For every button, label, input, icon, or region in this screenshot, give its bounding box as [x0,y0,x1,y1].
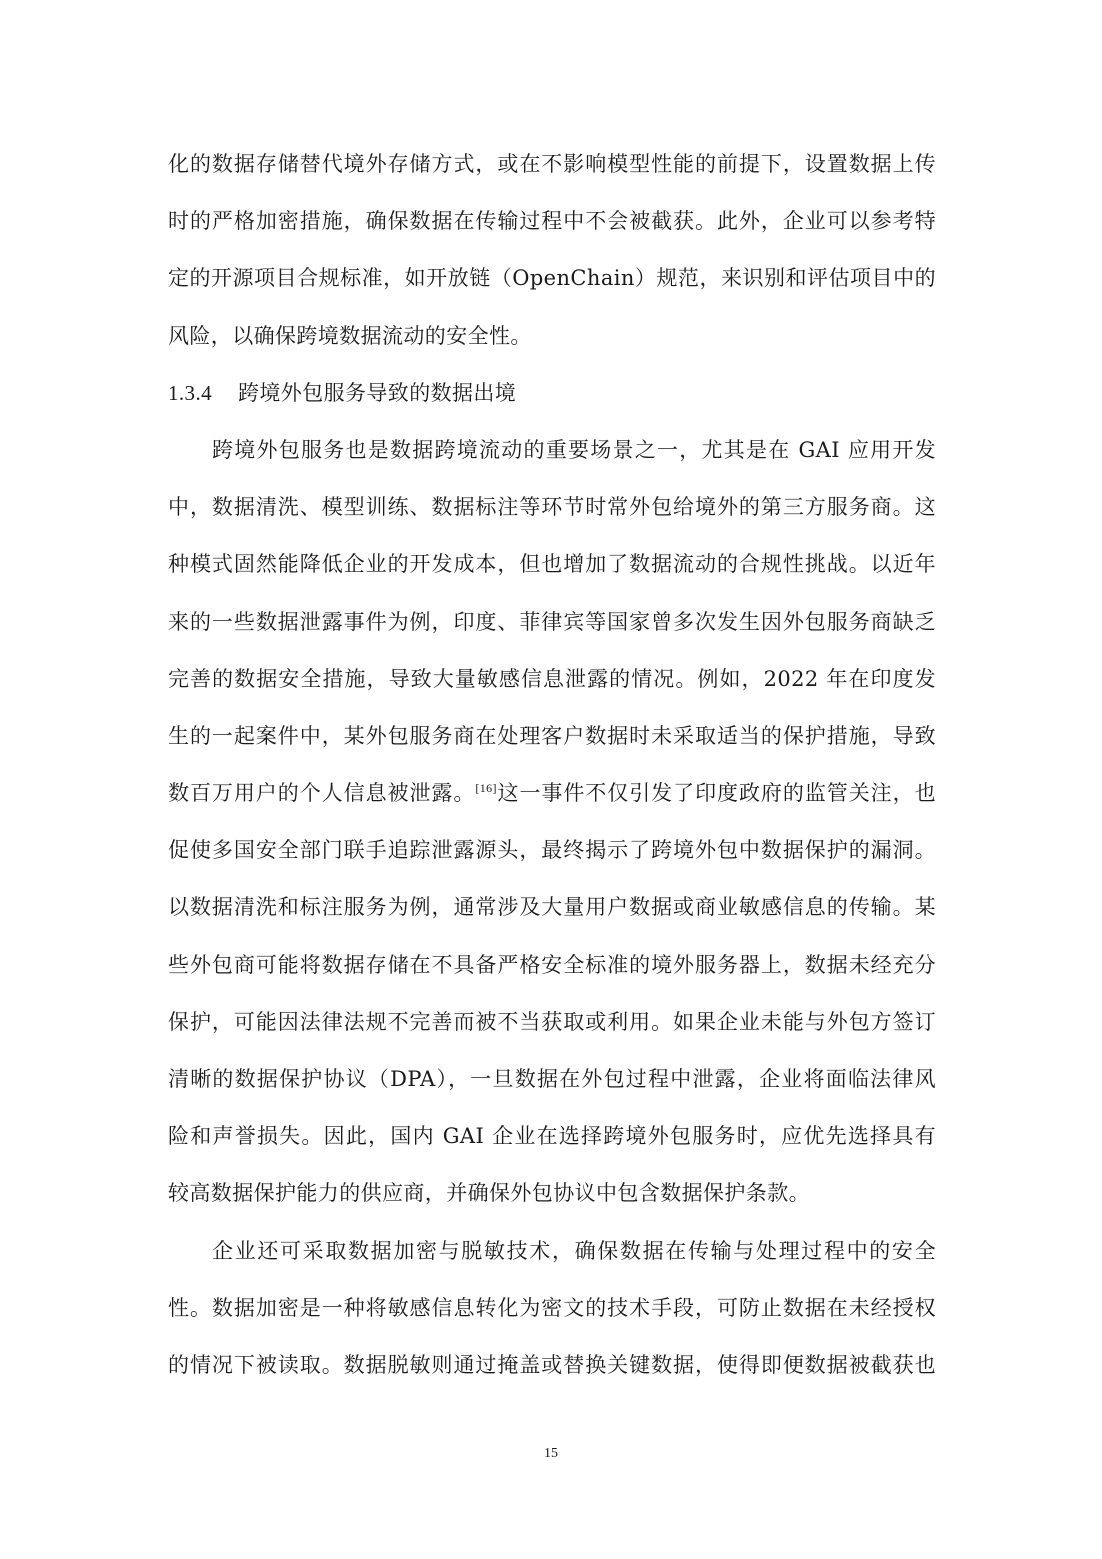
text-line: 较高数据保护能力的供应商，并确保外包协议中包含数据保护条款。 [168,1181,810,1206]
text-line: 险和声誉损失。因此，国内 GAI 企业在选择跨境外包服务时，应优先选择具有 [168,1124,936,1149]
text-line: 的情况下被读取。数据脱敏则通过掩盖或替换关键数据，使得即便数据被截获也 [168,1352,936,1377]
paragraph-3 [168,1223,936,1395]
text-line: 中，数据清洗、模型训练、数据标注等环节时常外包给境外的第三方服务商。这 [168,495,936,520]
text-line: 以数据清洗和标注服务为例，通常涉及大量用户数据或商业敏感信息的传输。某 [168,895,936,920]
text-line: 来的一些数据泄露事件为例，印度、菲律宾等国家曾多次发生因外包服务商缺乏 [168,609,936,634]
text-line: 清晰的数据保护协议（DPA），一旦数据在外包过程中泄露，企业将面临法律风 [168,1067,936,1091]
text-line: 种模式固然能降低企业的开发成本，但也增加了数据流动的合规性挑战。以近年 [168,552,936,577]
text-line: 企业还可采取数据加密与脱敏技术，确保数据在传输与处理过程中的安全 [212,1238,936,1263]
text-segment: 这一事件不仅引发了印度政府的监管关注，也 [496,781,936,806]
text-line: 时的严格加密措施，确保数据在传输过程中不会被截获。此外，企业可以参考特 [168,209,936,234]
text-line: 促使多国安全部门联手追踪泄露源头，最终揭示了跨境外包中数据保护的漏洞。 [168,838,936,863]
text-line: 生的一起案件中，某外包服务商在处理客户数据时未采取适当的保护措施，导致 [168,723,936,748]
paragraph-1 [168,136,936,365]
text-line: 定的开源项目合规标准，如开放链（OpenChain）规范，来识别和评估项目中的 [168,266,936,291]
section-number: 1.3.4 [168,380,212,405]
citation-marker: [16] [475,781,497,796]
text-line: 化的数据存储替代境外存储方式，或在不影响模型性能的前提下，设置数据上传 [168,152,936,176]
page-number: 15 [544,1446,558,1461]
text-segment: 数百万用户的个人信息被泄露。 [168,781,476,806]
page-body [168,136,936,1394]
text-line: 跨境外包服务也是数据跨境流动的重要场景之一，尤其是在 GAI 应用开发 [212,437,936,462]
text-line-with-citation [168,765,936,822]
section-heading [168,365,936,422]
text-line: 保护，可能因法律法规不完善而被不当获取或利用。如果企业未能与外包方签订 [168,1009,936,1034]
text-line: 风险，以确保跨境数据流动的安全性。 [168,323,532,348]
text-line: 些外包商可能将数据存储在不具备严格安全标准的境外服务器上，数据未经充分 [168,952,936,977]
text-line: 性。数据加密是一种将敏感信息转化为密文的技术手段，可防止数据在未经授权 [168,1295,936,1320]
section-title: 跨境外包服务导致的数据出境 [238,380,517,405]
text-line: 完善的数据安全措施，导致大量敏感信息泄露的情况。例如，2022 年在印度发 [168,666,936,691]
paragraph-2 [168,422,936,1223]
